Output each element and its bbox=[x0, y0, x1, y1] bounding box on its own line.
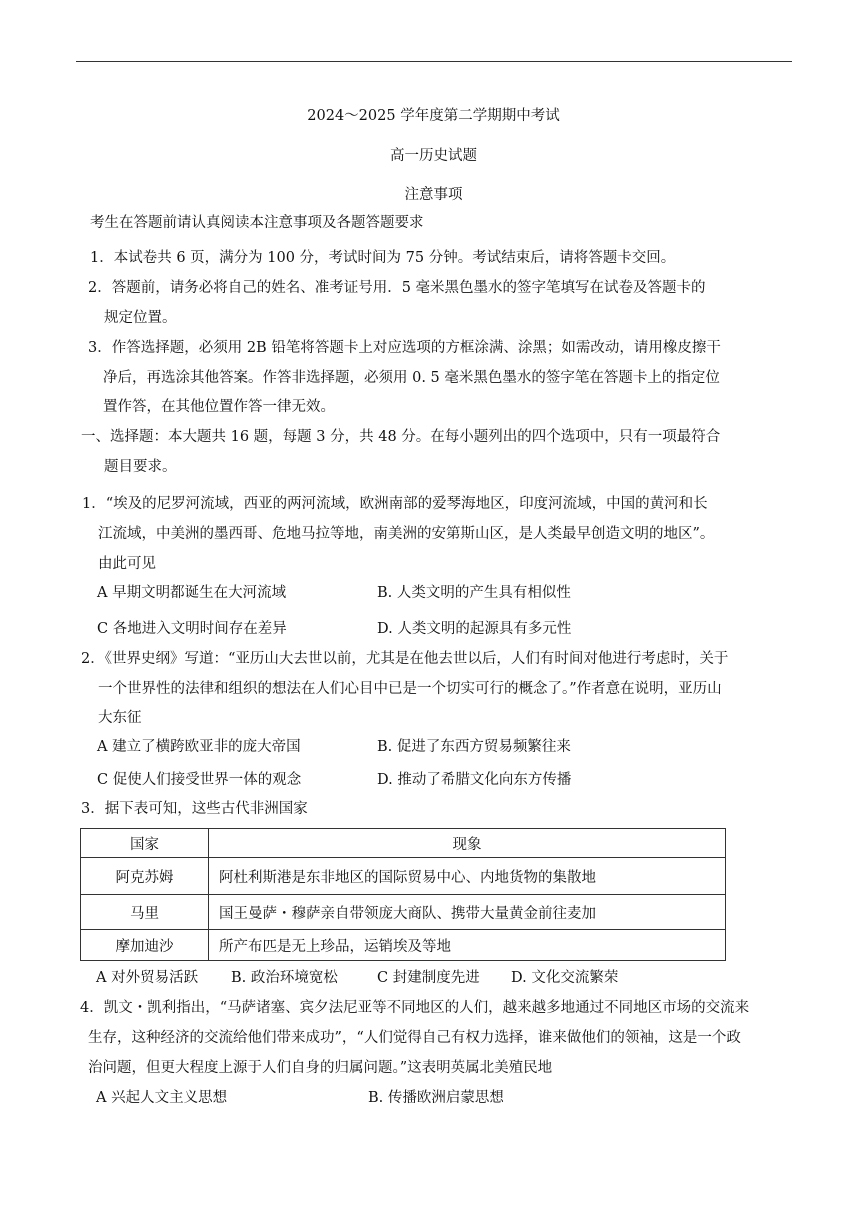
table-cell-country: 马里 bbox=[81, 895, 209, 930]
table-cell-phenomenon: 国王曼萨・穆萨亲自带领庞大商队、携带大量黄金前往麦加 bbox=[209, 895, 726, 930]
q1-stem-line-1: 1．“埃及的尼罗河流域，西亚的两河流域，欧洲南部的爱琴海地区，印度河流域，中国的黄河和长 bbox=[82, 496, 708, 512]
q4-option-a: A 兴起人文主义思想 bbox=[96, 1090, 228, 1106]
q2-stem-line-3: 大东征 bbox=[98, 710, 142, 726]
q4-stem-line-3: 治问题，但更大程度上源于人们自身的归属问题。”这表明英属北美殖民地 bbox=[88, 1060, 553, 1076]
q3-option-c: C 封建制度先进 bbox=[377, 970, 480, 986]
q1-option-c: C 各地进入文明时间存在差异 bbox=[97, 621, 287, 637]
notice-intro: 考生在答题前请认真阅读本注意事项及各题答题要求 bbox=[90, 215, 424, 231]
table-header-phenomenon: 现象 bbox=[209, 829, 726, 858]
q3-option-d: D. 文化交流繁荣 bbox=[511, 970, 619, 986]
notice-item-3-line-2: 净后，再选涂其他答案。作答非选择题，必须用 0. 5 毫米黑色墨水的签字笔在答题卡上的指定位 bbox=[103, 370, 720, 386]
table-cell-country: 摩加迪沙 bbox=[81, 930, 209, 961]
table-row bbox=[81, 895, 726, 930]
table-cell-country: 阿克苏姆 bbox=[81, 858, 209, 895]
q3-table bbox=[80, 828, 726, 961]
q2-stem-line-1: 2．《世界史纲》写道：“亚历山大去世以前，尤其是在他去世以后，人们有时间对他进行考虑时，关于 bbox=[81, 651, 729, 667]
table-header-country: 国家 bbox=[81, 829, 209, 858]
exam-title: 2024～2025 学年度第二学期期中考试 bbox=[307, 108, 560, 124]
notice-item-2-line-1: 2．答题前，请务必将自己的姓名、准考证号用．5 毫米黑色墨水的签字笔填写在试卷及答题卡的 bbox=[88, 280, 706, 296]
q1-option-b: B. 人类文明的产生具有相似性 bbox=[377, 585, 571, 601]
q1-stem-line-3: 由此可见 bbox=[98, 556, 156, 572]
q4-stem-line-2: 生存，这种经济的交流给他们带来成功”，“人们觉得自己有权力选择，谁来做他们的领袖，这是一个政 bbox=[88, 1030, 741, 1046]
table-row bbox=[81, 858, 726, 895]
table-cell-phenomenon: 阿杜利斯港是东非地区的国际贸易中心、内地货物的集散地 bbox=[209, 858, 726, 895]
notice-heading: 注意事项 bbox=[404, 187, 463, 203]
q2-stem-line-2: 一个世界性的法律和组织的想法在人们心目中已是一个切实可行的概念了。”作者意在说明，亚历山 bbox=[98, 681, 722, 697]
q3-option-b: B. 政治环境宽松 bbox=[231, 970, 338, 986]
q1-option-d: D. 人类文明的起源具有多元性 bbox=[377, 621, 572, 637]
q3-stem: 3．据下表可知，这些古代非洲国家 bbox=[81, 801, 308, 817]
q3-option-a: A 对外贸易活跃 bbox=[96, 970, 199, 986]
table-header-row bbox=[81, 829, 726, 858]
notice-item-3-line-1: 3．作答选择题，必须用 2B 铅笔将答题卡上对应选项的方框涂满、涂黑；如需改动，请用橡皮擦干 bbox=[88, 340, 721, 356]
table-cell-phenomenon: 所产布匹是无上珍品，运销埃及等地 bbox=[209, 930, 726, 961]
notice-item-1: 1．本试卷共 6 页，满分为 100 分，考试时间为 75 分钟。考试结束后，请将答题卡交回。 bbox=[90, 250, 676, 266]
q1-option-a: A 早期文明都诞生在大河流域 bbox=[97, 585, 287, 601]
q1-stem-line-2: 江流域，中美洲的墨西哥、危地马拉等地，南美洲的安第斯山区，是人类最早创造文明的地区”。 bbox=[98, 526, 715, 542]
q2-option-a: A 建立了横跨欧亚非的庞大帝国 bbox=[97, 739, 301, 755]
q4-stem-line-1: 4．凯文・凯利指出，“马萨诸塞、宾夕法尼亚等不同地区的人们，越来越多地通过不同地区市场的交流来 bbox=[80, 1000, 750, 1016]
q2-option-c: C 促使人们接受世界一体的观念 bbox=[97, 772, 302, 788]
header-rule bbox=[76, 61, 792, 62]
notice-item-2-line-2: 规定位置。 bbox=[104, 310, 177, 326]
q2-option-d: D. 推动了希腊文化向东方传播 bbox=[377, 772, 572, 788]
q4-option-b: B. 传播欧洲启蒙思想 bbox=[368, 1090, 504, 1106]
section-1-heading-line-1: 一、选择题：本大题共 16 题，每题 3 分，共 48 分。在每小题列出的四个选项中，只有一项最符合 bbox=[81, 429, 721, 445]
q2-option-b: B. 促进了东西方贸易频繁往来 bbox=[377, 739, 571, 755]
table-row bbox=[81, 930, 726, 961]
subject-title: 高一历史试题 bbox=[390, 148, 477, 164]
notice-item-3-line-3: 置作答，在其他位置作答一律无效。 bbox=[103, 399, 335, 415]
section-1-heading-line-2: 题目要求。 bbox=[104, 459, 177, 475]
